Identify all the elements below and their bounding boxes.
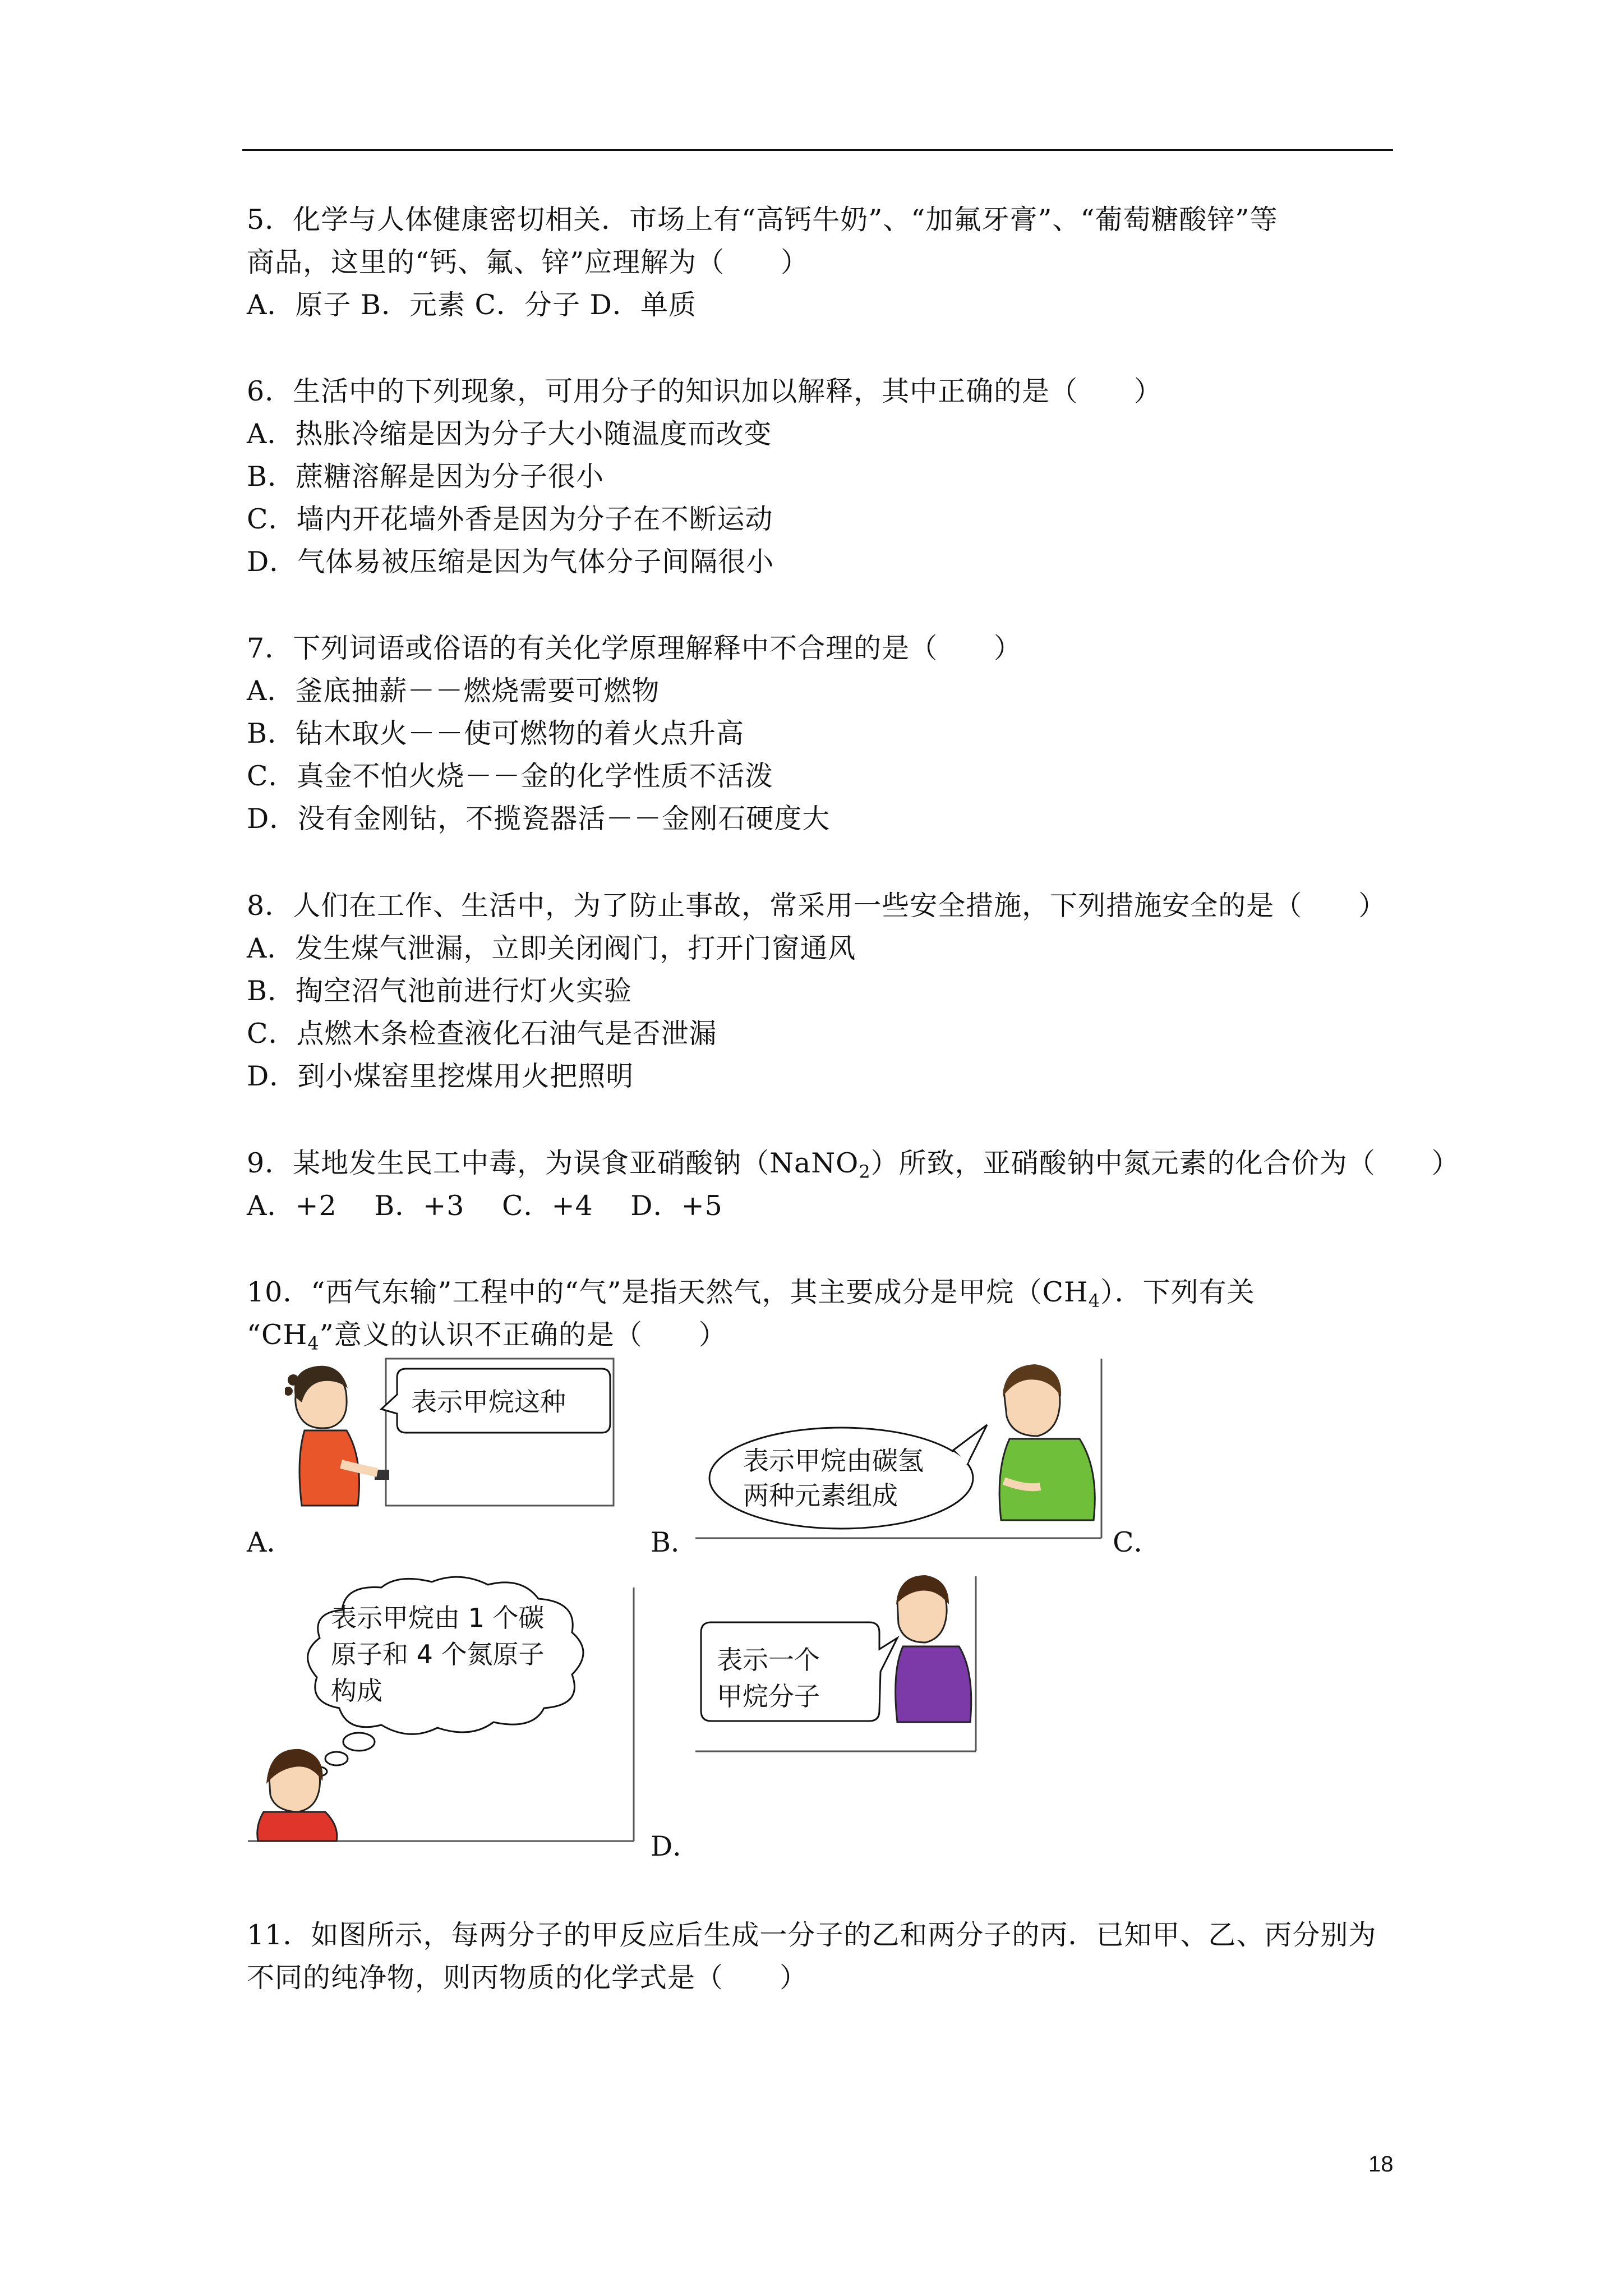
bubble-text: 两种元素组成: [743, 1480, 898, 1511]
option-d: D．没有金刚钻，不揽瓷器活－－金刚石硬度大: [247, 803, 831, 835]
answer-options: A．原子 B．元素 C．分子 D．单质: [247, 289, 697, 321]
question-text: 11．如图所示，每两分子的甲反应后生成一分子的乙和两分子的丙．已知甲、乙、丙分别为: [247, 1919, 1377, 1951]
option-a: A．热胀冷缩是因为分子大小随温度而改变: [247, 418, 772, 450]
question-text: 5．化学与人体健康密切相关．市场上有“高钙牛奶”、“加氟牙膏”、“葡萄糖酸锌”等: [247, 204, 1278, 236]
question-text-part: “CH: [247, 1319, 308, 1351]
bubble-text: 构成: [331, 1676, 382, 1706]
question-text-part: 10．“西气东输”工程中的“气”是指天然气，其主要成分是甲烷（CH: [247, 1276, 1089, 1308]
option-a-label: A．: [247, 1526, 294, 1558]
option-a: A．发生煤气泄漏，立即关闭阀门，打开门窗通风: [247, 932, 856, 964]
cartoon-option-b: [690, 1358, 1105, 1543]
option-d: D．气体易被压缩是因为气体分子间隔很小: [247, 546, 774, 578]
question-text: 商品，这里的“钙、氟、锌”应理解为（ ）: [247, 246, 809, 278]
question-text: 6．生活中的下列现象，可用分子的知识加以解释，其中正确的是（ ）: [247, 375, 1163, 407]
bubble-text: 表示甲烷这种: [411, 1387, 566, 1417]
cartoon-option-a: [285, 1358, 616, 1509]
question-text: [247, 1318, 727, 1360]
question-text-part: 9．某地发生民工中毒，为误食亚硝酸钠（NaNO: [247, 1147, 859, 1179]
option-d-label: D．: [651, 1830, 700, 1862]
header-rule: [242, 149, 1393, 151]
question-text: [247, 1147, 1460, 1189]
option-b-label: B．: [651, 1526, 699, 1558]
subscript: 4: [307, 1333, 320, 1354]
option-b: B．掏空沼气池前进行灯火实验: [247, 975, 633, 1007]
option-b: B．蔗糖溶解是因为分子很小: [247, 461, 605, 493]
question-text-part: ”意义的认识不正确的是（ ）: [319, 1319, 727, 1351]
page-number: 18: [1368, 2152, 1394, 2177]
bubble-text: 原子和 4 个氮原子: [331, 1639, 545, 1669]
subscript: 2: [859, 1161, 871, 1182]
cartoon-option-c: [247, 1571, 639, 1846]
option-c-label: C．: [1113, 1526, 1161, 1558]
option-b: B．钻木取火－－使可燃物的着火点升高: [247, 717, 745, 749]
bubble-text: 表示甲烷由 1 个碳: [331, 1603, 545, 1633]
question-text: 不同的纯净物，则丙物质的化学式是（ ）: [247, 1962, 808, 1994]
question-text-part: ）所致，亚硝酸钠中氮元素的化合价为（ ）: [870, 1147, 1460, 1179]
cartoon-option-d: [690, 1571, 981, 1756]
option-a: A．釜底抽薪－－燃烧需要可燃物: [247, 675, 660, 707]
bubble-text: 表示一个: [717, 1645, 820, 1675]
option-c: C．真金不怕火烧－－金的化学性质不活泼: [247, 760, 773, 792]
subscript: 4: [1088, 1290, 1101, 1312]
question-text: 8．人们在工作、生活中，为了防止事故，常采用一些安全措施，下列措施安全的是（ ）: [247, 890, 1387, 922]
question-text: [247, 1276, 1255, 1318]
option-c: C．点燃木条检查液化石油气是否泄漏: [247, 1018, 717, 1050]
bubble-text: 甲烷分子: [717, 1681, 820, 1711]
bubble-text: 表示甲烷由碳氢: [743, 1446, 924, 1476]
question-text: 7．下列词语或俗语的有关化学原理解释中不合理的是（ ）: [247, 632, 1022, 664]
option-d: D．到小煤窑里挖煤用火把照明: [247, 1060, 634, 1092]
option-c: C．墙内开花墙外香是因为分子在不断运动: [247, 503, 773, 535]
answer-options: A．+2 B．+3 C．+4 D．+5: [247, 1190, 723, 1222]
question-text-part: ）．下列有关: [1100, 1276, 1255, 1308]
